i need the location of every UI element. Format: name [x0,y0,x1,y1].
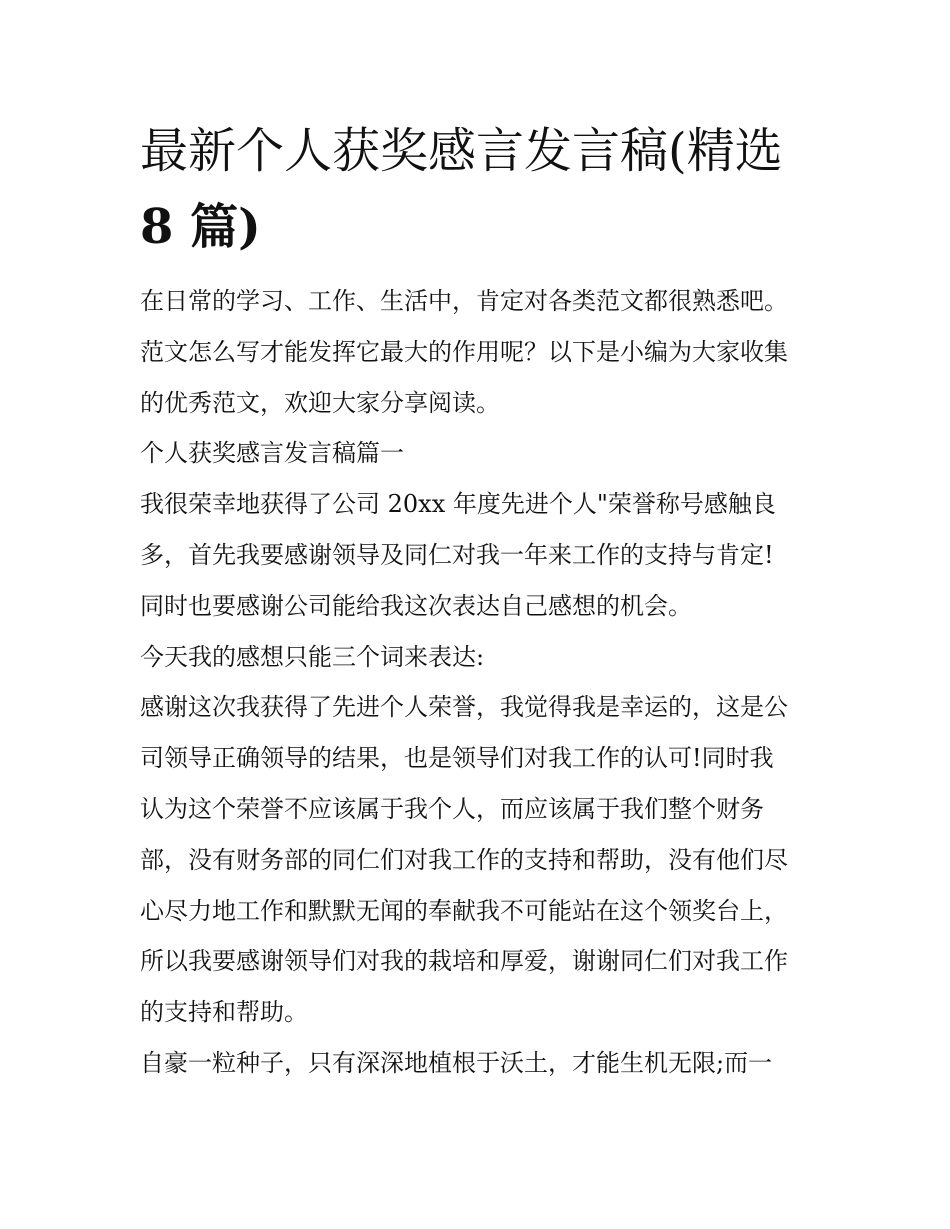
body-line: 多，首先我要感谢领导及同仁对我一年来工作的支持与肯定! [140,540,774,569]
body-line: 感谢这次我获得了先进个人荣誉，我觉得我是幸运的，这是公 [140,693,788,722]
body-line: 部，没有财务部的同仁们对我工作的支持和帮助，没有他们尽 [140,845,788,874]
body-line: 的支持和帮助。 [140,998,308,1027]
body-line: 自豪一粒种子，只有深深地植根于沃土，才能生机无限;而一 [140,1048,773,1077]
title-line-1: 最新个人获奖感言发言稿(精选 [140,123,783,179]
body-line: 范文怎么写才能发挥它最大的作用呢？以下是小编为大家收集 [140,337,788,366]
body-line: 心尽力地工作和默默无闻的奉献我不可能站在这个领奖台上， [140,896,788,925]
body-line: 今天我的感想只能三个词来表达: [140,642,485,671]
body-line: 认为这个荣誉不应该属于我个人，而应该属于我们整个财务 [140,794,764,823]
document-title [140,113,820,265]
title-line-2: 8 篇) [140,199,261,255]
body-line: 司领导正确领导的结果，也是领导们对我工作的认可!同时我 [140,744,774,773]
body-line: 我很荣幸地获得了公司 20xx 年度先进个人"荣誉称号感触良 [140,490,776,519]
body-line: 的优秀范文，欢迎大家分享阅读。 [140,388,500,417]
body-line: 同时也要感谢公司能给我这次表达自己感想的机会。 [140,591,692,620]
body-line: 所以我要感谢领导们对我的栽培和厚爱，谢谢同仁们对我工作 [140,947,788,976]
section-heading: 个人获奖感言发言稿篇一 [140,439,404,468]
body-line: 在日常的学习、工作、生活中，肯定对各类范文都很熟悉吧。 [140,287,788,315]
document-body [140,276,820,1089]
